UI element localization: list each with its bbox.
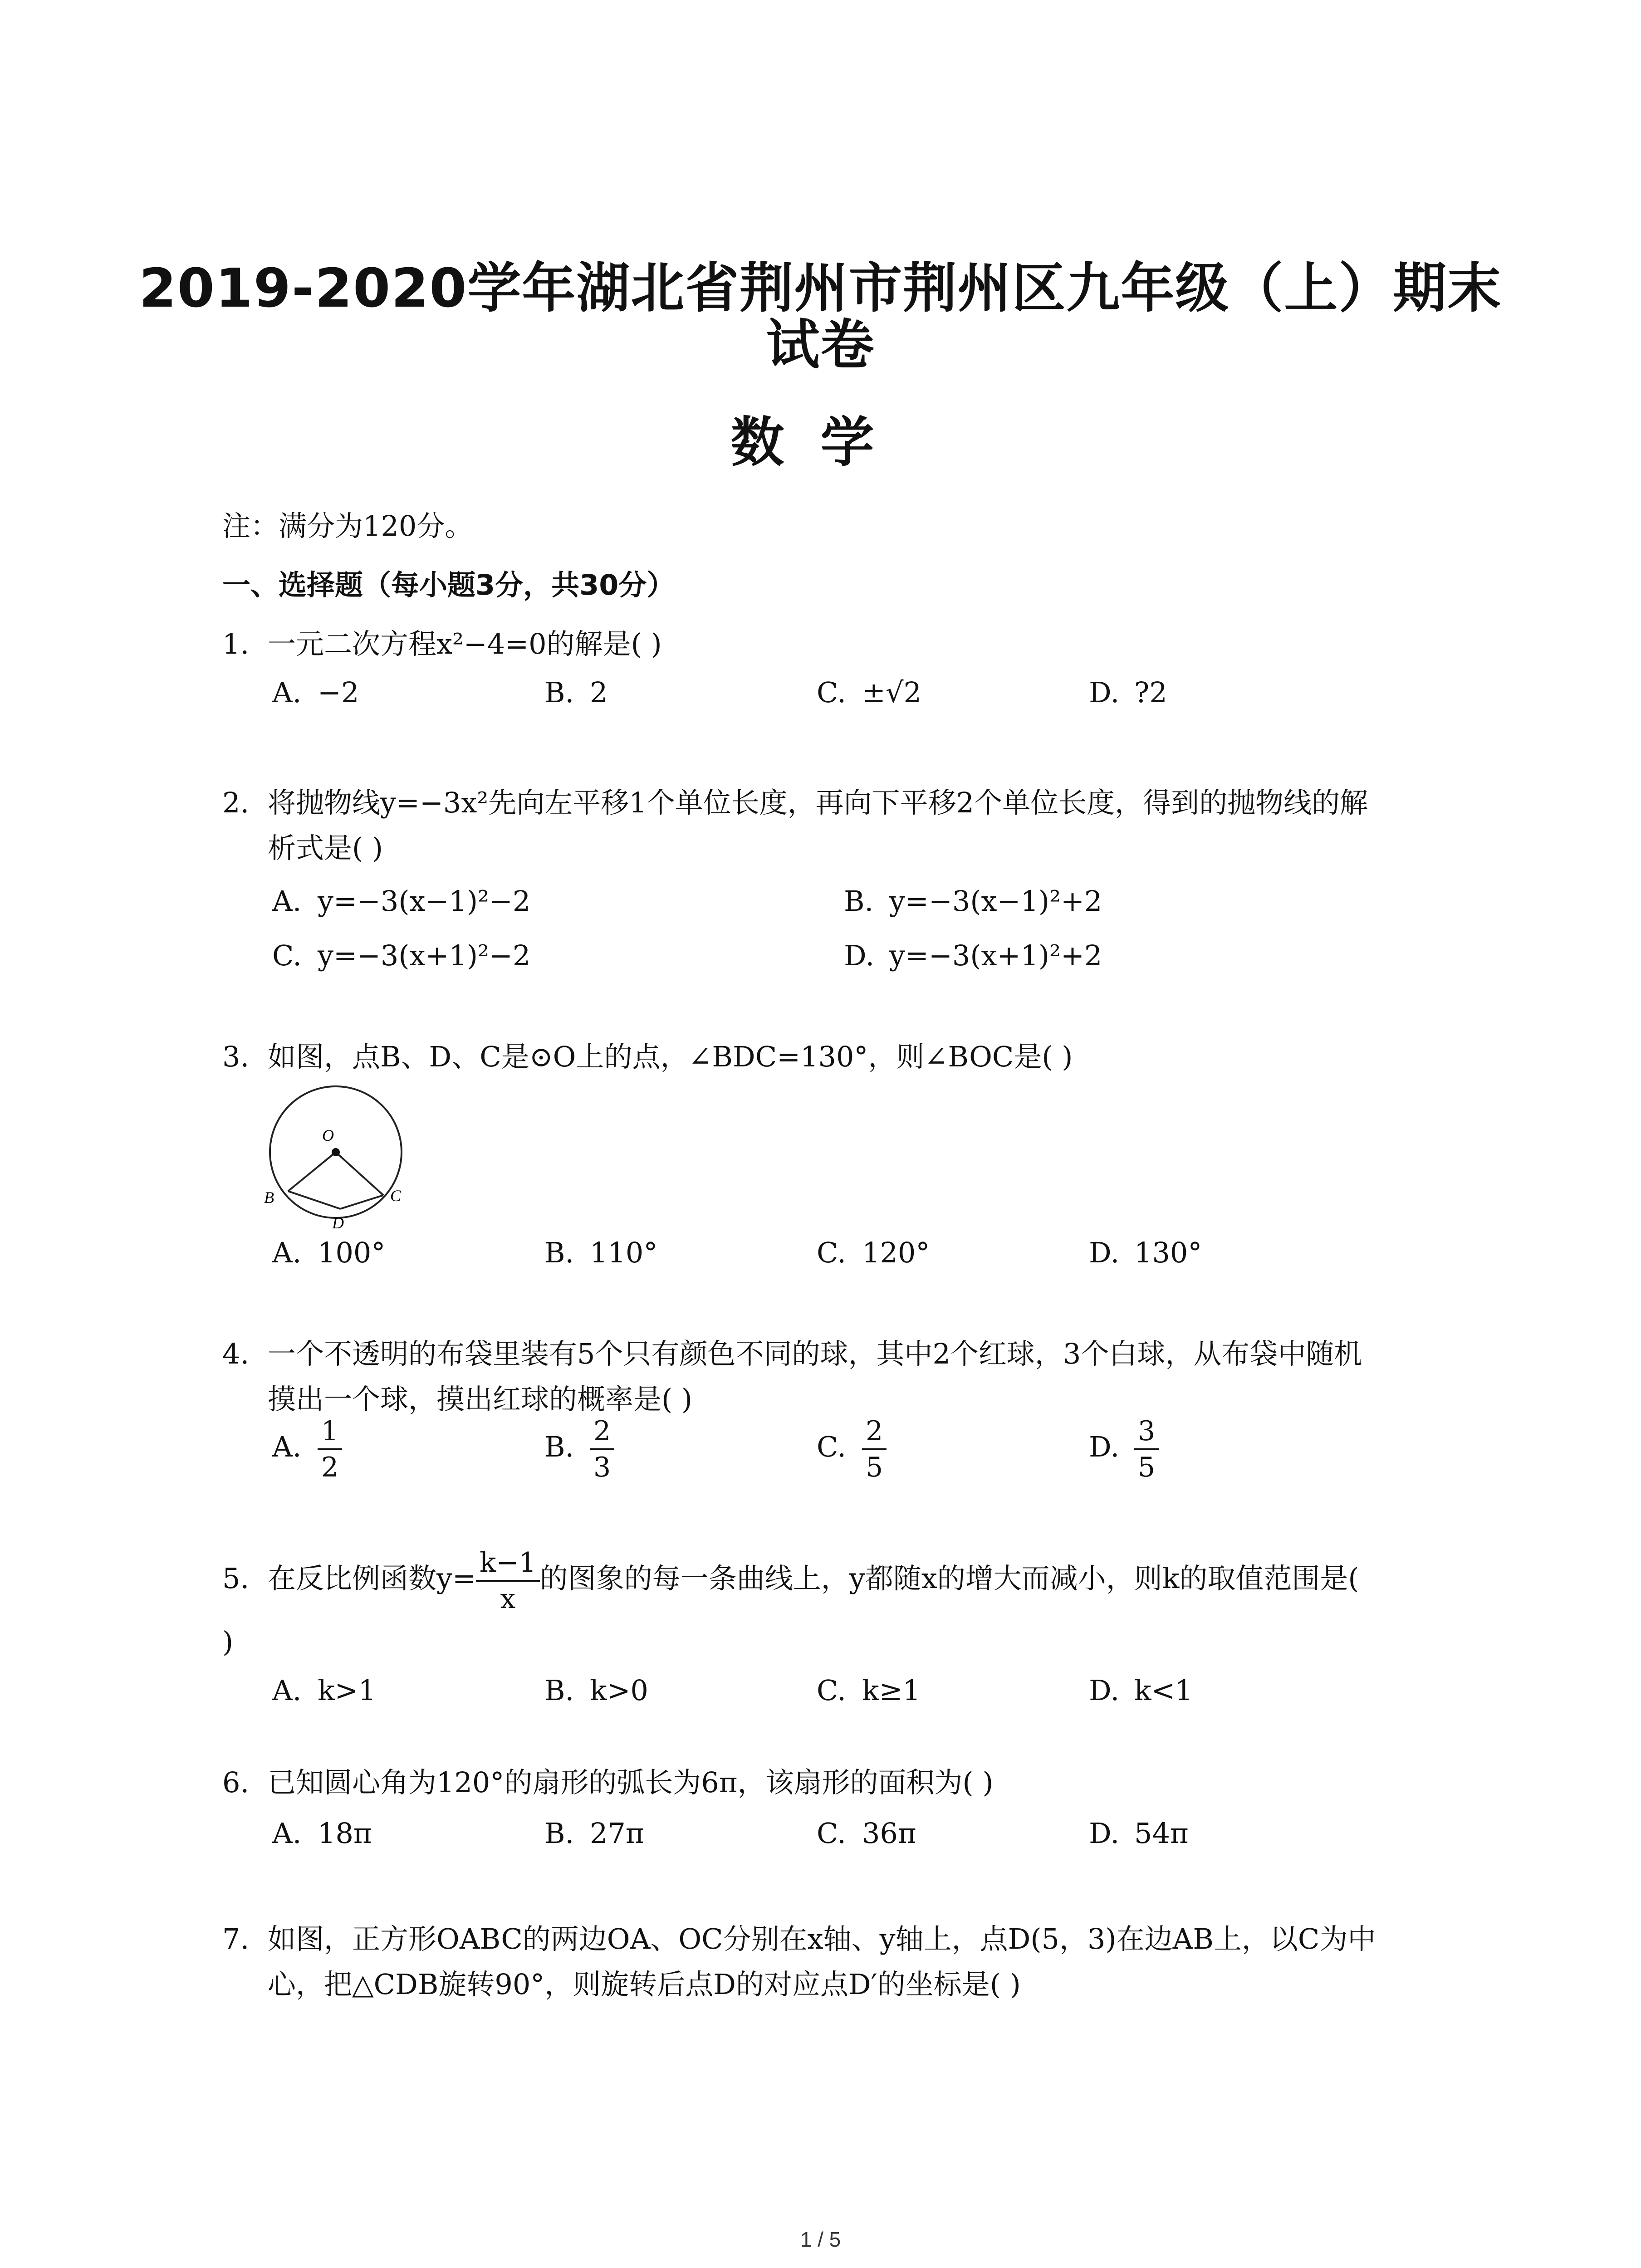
option-letter: C. (817, 1236, 846, 1269)
fraction-numerator: 1 (318, 1418, 342, 1450)
option-text: 120° (862, 1236, 930, 1269)
exam-title-line2: 试卷 (766, 313, 875, 376)
question-number: 5. (222, 1562, 250, 1595)
option-d (1089, 676, 1167, 709)
option-letter: C. (817, 1674, 846, 1707)
fraction-denominator: x (500, 1583, 516, 1615)
option-letter: B. (544, 1430, 574, 1464)
option-c (817, 676, 921, 709)
option-letter: D. (1089, 1236, 1120, 1269)
page-number: 1 / 5 (800, 2228, 841, 2251)
question-number: 2. (222, 786, 250, 819)
fraction-numerator: k−1 (476, 1549, 540, 1582)
question-text: 如图，正方形OABC的两边OA、OC分别在x轴、y轴上，点D(5，3)在边AB上，以C为中 (268, 1922, 1376, 1955)
option-letter: A. (272, 676, 302, 709)
option-text: 110° (590, 1236, 658, 1269)
question-number: 6. (222, 1766, 250, 1799)
question-1 (222, 621, 1474, 667)
option-c (817, 1236, 930, 1269)
fraction-numerator: 2 (590, 1418, 614, 1450)
option-text: k<1 (1134, 1674, 1193, 1707)
score-note: 注：满分为120分。 (222, 509, 473, 543)
question-number: 7. (222, 1922, 250, 1955)
option-a (272, 1236, 385, 1269)
question-text-after: 的图象的每一条曲线上，y都随x的增大而减小，则k的取值范围是( (539, 1562, 1359, 1595)
segment-oc (336, 1152, 383, 1195)
option-letter: D. (1089, 676, 1120, 709)
option-letter: B. (544, 1674, 574, 1707)
question-text-continued: 摸出一个球，摸出红球的概率是( ) (268, 1383, 693, 1416)
question-7 (222, 1916, 1474, 2007)
question-number: 4. (222, 1337, 250, 1370)
option-text: ?2 (1134, 676, 1167, 709)
option-b (544, 1236, 657, 1269)
question-number: 1. (222, 627, 250, 660)
question-5 (222, 1549, 1474, 1613)
question-text: 一个不透明的布袋里装有5个只有颜色不同的球，其中2个红球，3个白球，从布袋中随机 (268, 1337, 1362, 1370)
option-d (1089, 1236, 1202, 1269)
fraction-denominator: 5 (1138, 1452, 1156, 1483)
option-c (817, 1674, 921, 1707)
option-text: 18π (318, 1817, 372, 1850)
option-a (272, 1674, 376, 1707)
option-letter: B. (544, 676, 574, 709)
question-6 (222, 1760, 1474, 1805)
option-letter: D. (1089, 1674, 1120, 1707)
option-a (272, 676, 359, 709)
fraction (476, 1549, 540, 1613)
option-b (844, 885, 1102, 918)
option-letter: A. (272, 885, 302, 918)
option-b (544, 676, 607, 709)
option-letter: C. (817, 1817, 846, 1850)
option-text: −2 (318, 676, 359, 709)
question-text: 如图，点B、D、C是⊙O上的点，∠BDC=130°，则∠BOC是( ) (268, 1040, 1073, 1073)
fraction (1134, 1415, 1159, 1483)
option-c (817, 1415, 887, 1483)
option-letter: A. (272, 1674, 302, 1707)
question-text: 在反比例函数y= (268, 1562, 476, 1595)
option-letter: D. (844, 939, 875, 972)
option-b (544, 1674, 648, 1707)
option-text: ±√2 (862, 676, 921, 709)
label-b: B (264, 1188, 274, 1207)
label-c: C (390, 1187, 402, 1205)
option-text: y=−3(x+1)²+2 (889, 939, 1102, 972)
subject-heading: 数学 (730, 411, 911, 474)
option-text: 36π (862, 1817, 916, 1850)
center-point (332, 1148, 340, 1156)
option-a (272, 885, 530, 918)
option-text: y=−3(x+1)²−2 (318, 939, 531, 972)
option-text: 27π (590, 1817, 644, 1850)
fraction-denominator: 5 (866, 1452, 883, 1483)
exam-title-line1: 2019-2020学年湖北省荆州市荆州区九年级（上）期末 (139, 257, 1502, 319)
fraction (318, 1415, 342, 1483)
fraction (862, 1415, 887, 1483)
option-letter: C. (817, 676, 846, 709)
option-letter: B. (844, 885, 874, 918)
option-d (844, 939, 1102, 972)
label-o: O (322, 1126, 334, 1144)
question-text-continued: ) (222, 1625, 234, 1658)
question-text: 将抛物线y=−3x²先向左平移1个单位长度，再向下平移2个单位长度，得到的抛物线的解 (268, 786, 1368, 819)
segment-bd (288, 1191, 340, 1209)
fraction-numerator: 2 (862, 1418, 887, 1450)
option-letter: A. (272, 1236, 302, 1269)
option-d (1089, 1817, 1189, 1850)
option-letter: A. (272, 1817, 302, 1850)
option-letter: C. (817, 1430, 846, 1464)
option-text: 54π (1134, 1817, 1189, 1850)
question-3 (222, 1034, 1474, 1080)
question-4 (222, 1331, 1474, 1422)
segment-ob (288, 1152, 336, 1191)
option-letter: A. (272, 1430, 302, 1464)
section-heading-choice: 一、选择题（每小题3分，共30分） (222, 568, 675, 601)
option-letter: B. (544, 1236, 574, 1269)
option-d (1089, 1415, 1159, 1483)
option-text: k>1 (318, 1674, 376, 1707)
option-b (544, 1817, 644, 1850)
circle-figure (254, 1084, 417, 1234)
question-text-continued: 析式是( ) (268, 831, 383, 865)
option-text: 100° (318, 1236, 386, 1269)
fraction (590, 1415, 614, 1483)
option-text: k>0 (590, 1674, 648, 1707)
option-text: y=−3(x−1)²+2 (889, 885, 1102, 918)
question-text: 一元二次方程x²−4=0的解是( ) (268, 627, 662, 660)
question-text: 已知圆心角为120°的扇形的弧长为6π，该扇形的面积为( ) (268, 1766, 994, 1799)
question-number: 3. (222, 1040, 250, 1073)
option-b (544, 1415, 614, 1483)
option-d (1089, 1674, 1193, 1707)
fraction-denominator: 3 (593, 1452, 611, 1483)
option-a (272, 1415, 342, 1483)
option-text: 2 (590, 676, 608, 709)
option-letter: D. (1089, 1430, 1120, 1464)
question-text-continued: 心，把△CDB旋转90°，则旋转后点D的对应点D′的坐标是( ) (268, 1968, 1021, 2001)
option-text: k≥1 (862, 1674, 921, 1707)
fraction-denominator: 2 (321, 1452, 339, 1483)
option-letter: D. (1089, 1817, 1120, 1850)
option-c (272, 939, 530, 972)
option-letter: B. (544, 1817, 574, 1850)
question-5-continued (222, 1619, 1474, 1665)
option-text: 130° (1134, 1236, 1202, 1269)
option-a (272, 1817, 372, 1850)
option-letter: C. (272, 939, 302, 972)
label-d: D (332, 1214, 344, 1232)
segment-dc (340, 1195, 383, 1209)
fraction-numerator: 3 (1134, 1418, 1159, 1450)
option-c (817, 1817, 916, 1850)
option-text: y=−3(x−1)²−2 (318, 885, 531, 918)
question-2 (222, 780, 1474, 871)
